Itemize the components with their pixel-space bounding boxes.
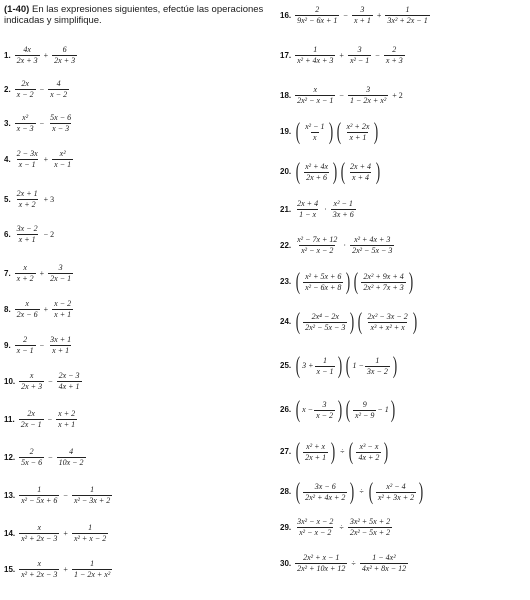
problem-16: 16. $\frac{2}{\text{9x² − 6x + 1}}$ − $\frac{3}{x + 1}$ + $\frac{1}{\text{3x² + 2x − 1}}$	[280, 5, 428, 25]
problem-5: 5. $\frac{2x + 1}{x + 2}$ + 3	[4, 189, 55, 209]
problem-29: 29. $\frac{\text{3x² − x − 2}}{\text{x² − x − 2}}$ ÷ $\frac{\text{3x² + 5x + 2}}{\text{2x² − 5x + 2}}$	[280, 517, 391, 537]
parenthesized-factor-a: ( $\frac{\text{2x⁴ − 2x}}{\text{2x² − 5x − 3}}$ )	[295, 309, 355, 335]
problem-26: 26. ( x − $\frac{3}{x - 2}$ ) ( $\frac{9}{\text{x² − 9}}$ − 1 )	[280, 397, 395, 423]
problem-23: 23. ( $\frac{\text{x² + 5x + 6}}{\text{x² − 6x + 8}}$ ) ( $\frac{\text{2x² + 9x + 4}}{\text{2x² + 7x + 3}}$ )	[280, 269, 413, 295]
problem-25: 25. ( 3 + $\frac{1}{x - 1}$ ) ( 1 − $\frac{1}{3x - 2}$ )	[280, 353, 398, 379]
parenthesized-factor-b: ( $\frac{\text{x² + 2x}}{x + 1}$ )	[337, 119, 379, 145]
parenthesized-factor-a: ( x − $\frac{3}{x - 2}$ )	[295, 397, 343, 423]
problem-15: 15. $\frac{x}{\text{x² + 2x − 3}}$ + $\frac{1}{\text{1 − 2x + x²}}$	[4, 559, 111, 579]
parenthesized-factor-b: ( $\frac{9}{\text{x² − 9}}$ − 1 )	[345, 397, 395, 423]
fraction-b: $\frac{\text{x² − 1}}{3x + 6}$	[332, 199, 354, 219]
parenthesized-factor-a: ( $\frac{\text{x² + 5x + 6}}{\text{x² − 6x + 8}}$ )	[295, 269, 351, 295]
fraction-a: $\frac{x}{\text{2x² − x − 1}}$	[297, 85, 334, 105]
fraction-a: $\frac{3x - 2}{x + 1}$	[16, 224, 38, 244]
fraction-a: $\frac{2x + 1}{x + 2}$	[16, 189, 38, 209]
fraction-b: $\frac{6}{2x + 3}$	[54, 45, 76, 65]
fraction-a: $\frac{2x}{x - 2}$	[16, 79, 34, 99]
problem-17: 17. $\frac{1}{\text{x² + 4x + 3}}$ + $\frac{3}{\text{x² − 1}}$ − $\frac{2}{x + 3}$	[280, 45, 403, 65]
parenthesized-factor-b: ( $\frac{\text{2x² + 9x + 4}}{\text{2x² + 7x + 3}}$ )	[354, 269, 413, 295]
problem-21: 21. $\frac{2x + 4}{1 - x}$ · $\frac{\text{x² − 1}}{3x + 6}$	[280, 199, 354, 219]
fraction-a: $\frac{x}{2x + 3}$	[21, 371, 43, 391]
fraction-a: $\frac{4x}{2x + 3}$	[16, 45, 38, 65]
fraction-b: $\frac{\text{x² + 4x + 3}}{\text{2x² − 5x − 3}}$	[352, 235, 393, 255]
fraction-b: $\frac{3}{\text{1 − 2x + x²}}$	[349, 85, 387, 105]
fraction-c: $\frac{1}{\text{3x² + 2x − 1}}$	[387, 5, 428, 25]
fraction-a: $\frac{2x}{2x - 1}$	[20, 409, 42, 429]
fraction-b: $\frac{x - 2}{x + 1}$	[54, 299, 72, 319]
fraction-a: $\frac{1}{\text{x² − 5x + 6}}$	[21, 485, 58, 505]
parenthesized-factor-b: ( 1 − $\frac{1}{3x - 2}$ )	[346, 353, 398, 379]
parenthesized-factor-a: ( $\frac{\text{x² + 4x}}{2x + 6}$ )	[295, 159, 338, 185]
fraction-b: $\frac{\text{x²}}{x - 1}$	[54, 149, 72, 169]
fraction-a: $\frac{2x + 4}{1 - x}$	[297, 199, 319, 219]
fraction-b: $\frac{\text{1 − 4x²}}{\text{4x² + 8x − 12}}$	[361, 553, 407, 573]
fraction-b: $\frac{1}{\text{x² − 3x + 2}}$	[73, 485, 111, 505]
problem-6: 6. $\frac{3x - 2}{x + 1}$ − 2	[4, 224, 55, 244]
problem-28: 28. ( $\frac{3x - 6}{\text{2x² + 4x + 2}}$ ) ÷ ( $\frac{\text{x² − 4}}{\text{x² + 3x + 2}}$ )	[280, 479, 424, 505]
problem-3: 3. $\frac{\text{x²}}{x - 3}$ − $\frac{5x - 6}{x - 3}$	[4, 113, 72, 133]
fraction-b: $\frac{3}{\text{x² − 1}}$	[349, 45, 370, 65]
parenthesized-factor-b: ( $\frac{\text{x² − 4}}{\text{x² + 3x + 2}}$ )	[368, 479, 424, 505]
problem-22: 22. $\frac{\text{x² − 7x + 12}}{\text{x² − x − 2}}$ · $\frac{\text{x² + 4x + 3}}{\text{2x² − 5x − 3}}$	[280, 235, 393, 255]
fraction-b: $\frac{1}{\text{1 − 2x + x²}}$	[73, 559, 111, 579]
fraction-a: $\frac{1}{\text{x² + 4x + 3}}$	[297, 45, 334, 65]
exercise-header	[4, 4, 272, 26]
fraction-b: $\frac{2x - 3}{4x + 1}$	[58, 371, 80, 391]
parenthesized-factor-a: ( $\frac{\text{x² − 1}}{x}$ )	[295, 119, 334, 145]
fraction-a: $\frac{2}{\text{9x² − 6x + 1}}$	[297, 5, 338, 25]
problem-9: 9. $\frac{2}{x - 1}$ − $\frac{3x + 1}{x + 1}$	[4, 335, 72, 355]
fraction-a: $\frac{x}{\text{x² + 2x − 3}}$	[21, 559, 58, 579]
problem-11: 11. $\frac{2x}{2x - 1}$ − $\frac{x + 2}{x + 1}$	[4, 409, 76, 429]
problem-30: 30. $\frac{\text{2x² + x − 1}}{\text{2x² + 10x + 12}}$ ÷ $\frac{\text{1 − 4x²}}{\text{4x² + 8x − 12}}$	[280, 553, 407, 573]
fraction-b: $\frac{5x - 6}{x - 3}$	[50, 113, 72, 133]
parenthesized-factor-a: ( 3 + $\frac{1}{x - 1}$ )	[295, 353, 343, 379]
fraction-a: $\frac{2}{5x - 6}$	[21, 447, 43, 467]
fraction-a: $\frac{x}{x + 2}$	[16, 263, 34, 283]
fraction-b: $\frac{3}{x + 1}$	[353, 5, 371, 25]
problem-27: 27. ( $\frac{\text{x² + x}}{2x + 1}$ ) ÷ ( $\frac{\text{x³ − x}}{4x + 2}$ )	[280, 439, 389, 465]
fraction-b: $\frac{4}{x - 2}$	[50, 79, 68, 99]
fraction-a: $\frac{\text{x²}}{x - 3}$	[16, 113, 34, 133]
fraction-a: $\frac{x}{2x - 6}$	[16, 299, 38, 319]
problem-24: 24. ( $\frac{\text{2x⁴ − 2x}}{\text{2x² − 5x − 3}}$ ) ( $\frac{\text{2x² − 3x − 2}}{\text{x³ + x² + x}}$ )	[280, 309, 417, 335]
problem-7: 7. $\frac{x}{x + 2}$ + $\frac{3}{2x - 1}$	[4, 263, 72, 283]
problem-19: 19. ( $\frac{\text{x² − 1}}{x}$ ) ( $\frac{\text{x² + 2x}}{x + 1}$ )	[280, 119, 379, 145]
fraction-a: $\frac{2}{x - 1}$	[16, 335, 34, 355]
fraction-a: $\frac{\text{x² − 7x + 12}}{\text{x² − x − 2}}$	[297, 235, 338, 255]
problem-2: 2. $\frac{2x}{x - 2}$ − $\frac{4}{x - 2}$	[4, 79, 68, 99]
fraction-a: $\frac{x}{\text{x² + 2x − 3}}$	[21, 523, 58, 543]
fraction-b: $\frac{3}{2x - 1}$	[50, 263, 72, 283]
problem-14: 14. $\frac{x}{\text{x² + 2x − 3}}$ + $\frac{1}{\text{x² + x − 2}}$	[4, 523, 107, 543]
fraction-a: $\frac{\text{3x² − x − 2}}{\text{x² − x − 2}}$	[297, 517, 334, 537]
exercise-instruction: En las expresiones siguientes, efectúe las operaciones indicadas y simplifique.	[4, 4, 264, 26]
fraction-b: $\frac{3x + 1}{x + 1}$	[50, 335, 72, 355]
parenthesized-factor-a: ( $\frac{\text{x² + x}}{2x + 1}$ )	[295, 439, 336, 465]
fraction-b: $\frac{1}{\text{x² + x − 2}}$	[73, 523, 107, 543]
fraction-b: $\frac{\text{3x² + 5x + 2}}{\text{2x² − 5x + 2}}$	[349, 517, 391, 537]
fraction-b: $\frac{4}{10x - 2}$	[58, 447, 84, 467]
fraction-c: $\frac{2}{x + 3}$	[385, 45, 403, 65]
fraction-a: $\frac{2 - 3x}{x - 1}$	[16, 149, 38, 169]
parenthesized-factor-b: ( $\frac{\text{x³ − x}}{4x + 2}$ )	[349, 439, 389, 465]
problem-18: 18. $\frac{x}{\text{2x² − x − 1}}$ − $\frac{3}{\text{1 − 2x + x²}}$ + 2	[280, 85, 403, 105]
problem-10: 10. $\frac{x}{2x + 3}$ − $\frac{2x - 3}{4x + 1}$	[4, 371, 80, 391]
problem-1: 1. $\frac{4x}{2x + 3}$ + $\frac{6}{2x + 3}$	[4, 45, 76, 65]
fraction-a: $\frac{\text{2x² + x − 1}}{\text{2x² + 10x + 12}}$	[297, 553, 346, 573]
parenthesized-factor-b: ( $\frac{\text{2x² − 3x − 2}}{\text{x³ + x² + x}}$ )	[358, 309, 417, 335]
problem-8: 8. $\frac{x}{2x - 6}$ + $\frac{x - 2}{x + 1}$	[4, 299, 72, 319]
problem-12: 12. $\frac{2}{5x - 6}$ − $\frac{4}{10x - 2}$	[4, 447, 84, 467]
parenthesized-factor-b: ( $\frac{2x + 4}{x + 4}$ )	[340, 159, 381, 185]
fraction-b: $\frac{x + 2}{x + 1}$	[58, 409, 76, 429]
problem-20: 20. ( $\frac{\text{x² + 4x}}{2x + 6}$ ) ( $\frac{2x + 4}{x + 4}$ )	[280, 159, 381, 185]
problem-13: 13. $\frac{1}{\text{x² − 5x + 6}}$ − $\frac{1}{\text{x² − 3x + 2}}$	[4, 485, 111, 505]
problem-4: 4. $\frac{2 - 3x}{x - 1}$ + $\frac{\text{x²}}{x - 1}$	[4, 149, 72, 169]
parenthesized-factor-a: ( $\frac{3x - 6}{\text{2x² + 4x + 2}}$ )	[295, 479, 355, 505]
exercise-range: (1-40)	[4, 4, 30, 15]
